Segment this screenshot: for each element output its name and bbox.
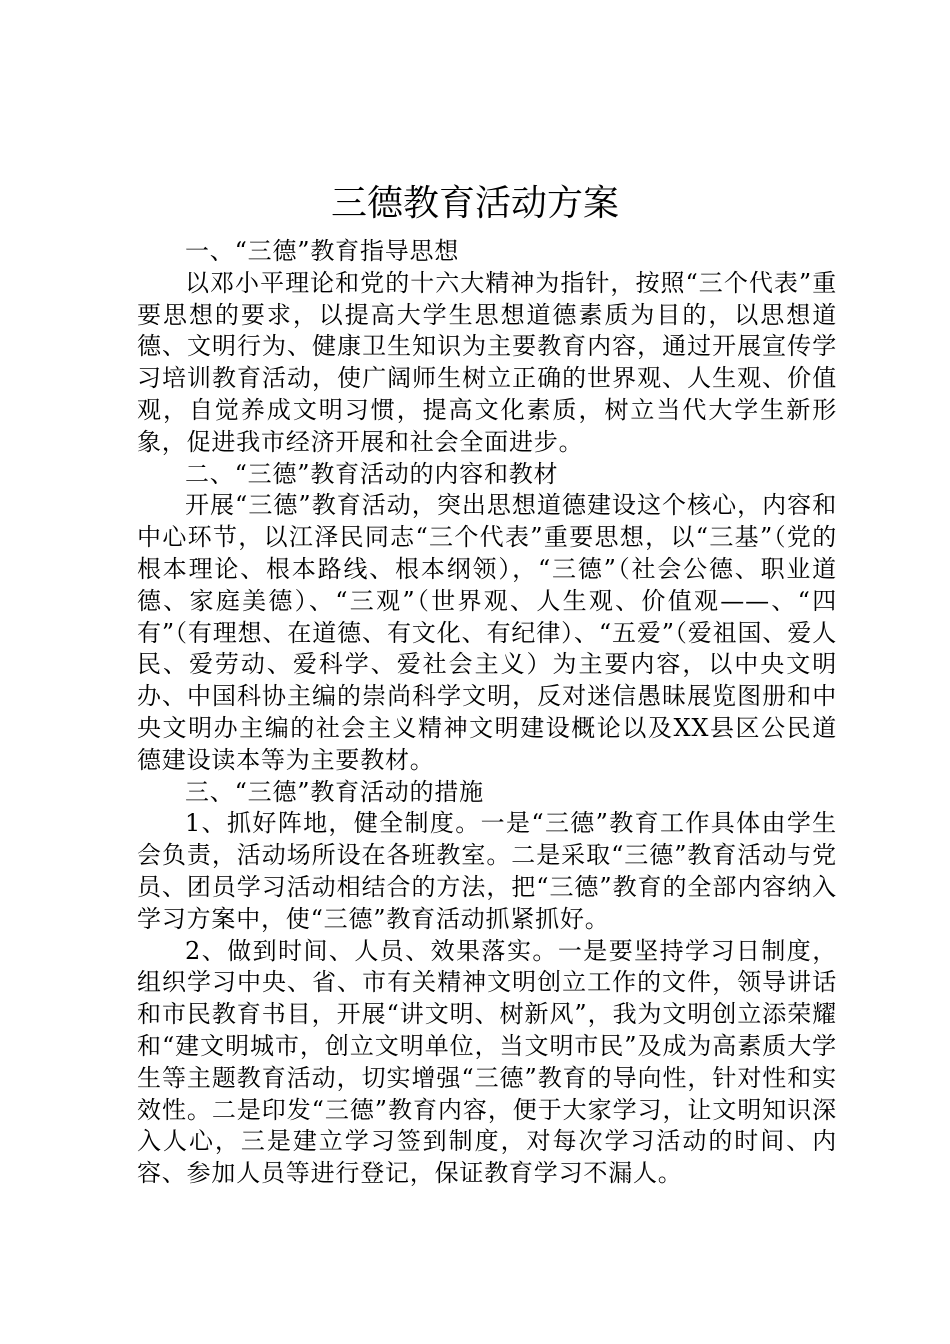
- document-body: [137, 236, 837, 1190]
- document-title: 三德教育活动方案: [330, 183, 619, 224]
- body-paragraph-1: 以邓小平理论和党的十六大精神为指针，按照“三个代表”重要思想的要求，以提高大学生思想道德素质为目的，以思想道德、文明行为、健康卫生知识为主要教育内容，通过开展宣传学习培训教育活动，使广阔师生树立正确的世界观、人生观、价值观，自觉养成文明习惯，提高文化素质，树立当代大学生新形象，促进我市经济开展和社会全面进步。: [137, 268, 837, 456]
- section-heading-3: 三、“三德”教育活动的措施: [185, 777, 484, 806]
- body-paragraph-3: 1、抓好阵地，健全制度。一是“三德”教育工作具体由学生会负责，活动场所设在各班教室。二是采取“三德”教育活动与党员、团员学习活动相结合的方法，把“三德”教育的全部内容纳入学习方案中，使“三德”教育活动抓紧抓好。: [137, 809, 837, 933]
- body-paragraph-2: 开展“三德”教育活动，突出思想道德建设这个核心，内容和中心环节，以江泽民同志“三个代表”重要思想，以“三基”（党的根本理论、根本路线、根本纲领），“三德”（社会公德、职业道德、家庭美德）、“三观”（世界观、人生观、价值观——、“四有”（有理想、在道德、有文化、有纪律）、“五爱”（爱祖国、爱人民、爱劳动、爱科学、爱社会主义）为主要内容，以中央文明办、中国科协主编的崇尚科学文明，反对迷信愚昧展览图册和中央文明办主编的社会主义精神文明建设概论以及XX县区公民道德建设读本等为主要教材。: [137, 491, 837, 774]
- section-heading-1: 一、“三德”教育指导思想: [185, 237, 460, 265]
- body-paragraph-4: 2、做到时间、人员、效果落实。一是要坚持学习日制度，组织学习中央、省、市有关精神文明创立工作的文件，领导讲话和市民教育书目，开展“讲文明、树新风”，我为文明创立添荣耀和“建文明城市，创立文明单位，当文明市民”及成为高素质大学生等主题教育活动，切实增强“三德”教育的导向性，针对性和实效性。二是印发“三德”教育内容，便于大家学习，让文明知识深入人心，三是建立学习签到制度，对每次学习活动的时间、内容、参加人员等进行登记，保证教育学习不漏人。: [137, 936, 837, 1188]
- section-heading-2: 二、“三德”教育活动的内容和教材: [185, 459, 559, 488]
